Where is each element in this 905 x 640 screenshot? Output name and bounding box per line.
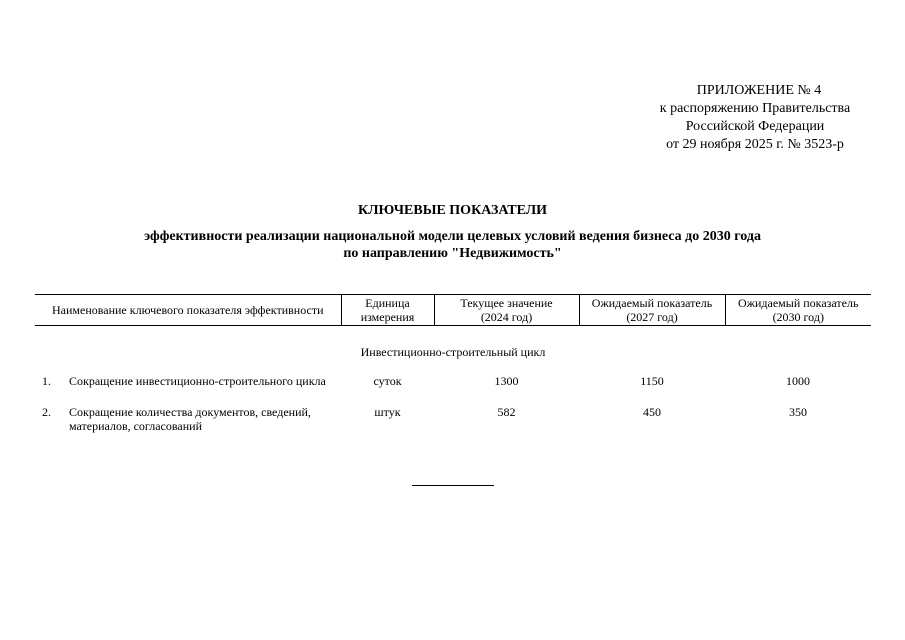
appendix-line-date: от 29 ноября 2025 г. № 3523-р: [666, 137, 844, 152]
value-2024: 1300: [494, 374, 519, 388]
value-2027: 450: [643, 405, 661, 419]
header-expected-2030: Ожидаемый показатель (2030 год): [725, 295, 871, 326]
indicator-name-cell: [35, 405, 341, 433]
document-subheading: [0, 228, 905, 262]
header-expected-2027: Ожидаемый показатель (2027 год): [579, 295, 725, 326]
end-divider-line: [412, 485, 494, 486]
unit-value: штук: [374, 405, 401, 419]
indicator-name: Сокращение количества документов, сведений, материалов, согласований: [69, 405, 311, 433]
section-title: Инвестиционно-строительный цикл: [360, 345, 546, 359]
value-2030: 1000: [786, 374, 810, 388]
kpi-table: [35, 294, 871, 450]
document-heading: КЛЮЧЕВЫЕ ПОКАЗАТЕЛИ: [357, 203, 548, 218]
appendix-line-federation: Российской Федерации: [685, 119, 825, 134]
header-current-value: Текущее значение (2024 год): [434, 295, 579, 326]
indicator-name: Сокращение инвестиционно-строительного цикла: [69, 374, 326, 388]
indicator-name-cell: [35, 374, 341, 388]
row-number: 1.: [42, 374, 51, 388]
kpi-table-header: [35, 295, 871, 326]
subheading-line-2: по направлению "Недвижимость": [343, 246, 562, 261]
appendix-block: [600, 82, 905, 154]
value-2030: 350: [789, 405, 807, 419]
header-unit: Единица измерения: [341, 295, 434, 326]
unit-value: суток: [373, 374, 402, 388]
table-row: [35, 405, 871, 450]
value-2027: 1150: [640, 374, 664, 388]
appendix-title: ПРИЛОЖЕНИЕ № 4: [696, 83, 822, 98]
value-2024: 582: [497, 405, 516, 419]
table-row: [35, 374, 871, 405]
subheading-line-1: эффективности реализации национальной модели целевых условий ведения бизнеса до 2030 года: [144, 229, 761, 244]
section-row: [35, 326, 871, 375]
appendix-line-decree: к распоряжению Правительства: [659, 101, 851, 116]
row-number: 2.: [42, 405, 51, 419]
header-indicator-name: Наименование ключевого показателя эффективности: [35, 295, 341, 326]
